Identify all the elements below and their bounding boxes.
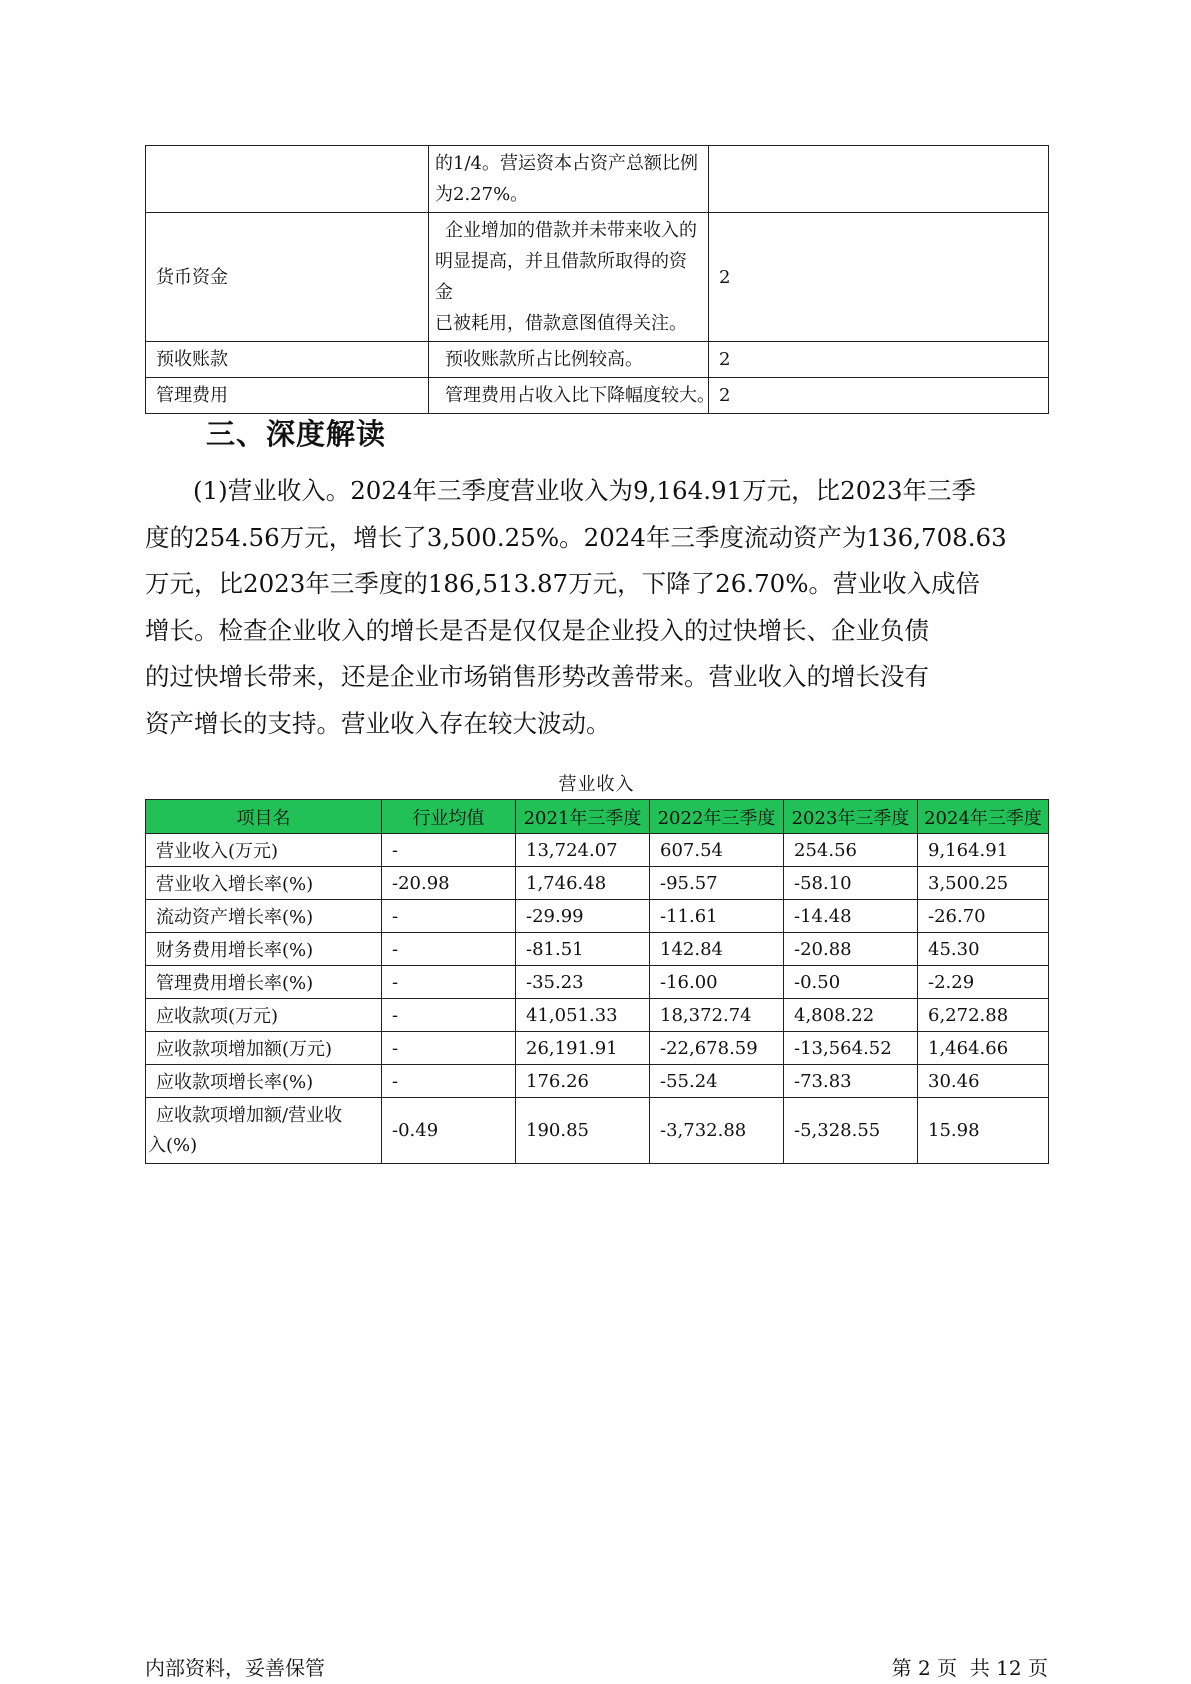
column-header: 2021年三季度 bbox=[516, 800, 650, 834]
table-cell: -0.49 bbox=[382, 1098, 516, 1164]
table-cell: -22,678.59 bbox=[650, 1032, 784, 1065]
table-cell: -16.00 bbox=[650, 966, 784, 999]
table-cell: -58.10 bbox=[784, 867, 918, 900]
table-row bbox=[146, 1032, 1049, 1065]
item-cell: 管理费用 bbox=[146, 378, 429, 414]
table-cell: -13,564.52 bbox=[784, 1032, 918, 1065]
table-cell: 176.26 bbox=[516, 1065, 650, 1098]
desc-line: 企业增加的借款并未带来收入的 bbox=[445, 220, 697, 241]
cell-line: 应收款项增加额/营业收 bbox=[156, 1104, 343, 1126]
risk-summary-table bbox=[145, 145, 1049, 414]
column-header: 2023年三季度 bbox=[784, 800, 918, 834]
desc-line: 预收账款所占比例较高。 bbox=[445, 349, 643, 370]
desc-line: 管理费用占收入比下降幅度较大。 bbox=[445, 385, 715, 406]
cell-line: 入(%) bbox=[148, 1134, 198, 1156]
table-cell: 6,272.88 bbox=[918, 999, 1049, 1032]
table-cell bbox=[146, 1098, 382, 1164]
table-row bbox=[146, 1065, 1049, 1098]
table-cell: -73.83 bbox=[784, 1065, 918, 1098]
table-cell: -0.50 bbox=[784, 966, 918, 999]
table-cell: 流动资产增长率(%) bbox=[146, 900, 382, 933]
table-cell: 财务费用增长率(%) bbox=[146, 933, 382, 966]
table-row bbox=[146, 213, 1049, 342]
page-number: 第 2 页 共 12 页 bbox=[891, 1656, 1048, 1680]
table-row bbox=[146, 966, 1049, 999]
table-cell: -2.29 bbox=[918, 966, 1049, 999]
table-row bbox=[146, 867, 1049, 900]
table-cell: 营业收入(万元) bbox=[146, 834, 382, 867]
table-cell: - bbox=[382, 1065, 516, 1098]
table-cell: 管理费用增长率(%) bbox=[146, 966, 382, 999]
table-cell: 15.98 bbox=[918, 1098, 1049, 1164]
income-table bbox=[145, 799, 1049, 1164]
table-cell: -55.24 bbox=[650, 1065, 784, 1098]
item-cell bbox=[146, 146, 429, 213]
desc-line: 的1/4。营运资本占资产总额比例 bbox=[435, 153, 698, 174]
desc-cell bbox=[429, 378, 715, 414]
table-cell: -3,732.88 bbox=[650, 1098, 784, 1164]
footer-notice: 内部资料，妥善保管 bbox=[145, 1656, 325, 1680]
score-cell bbox=[709, 146, 1049, 213]
table-cell: -20.98 bbox=[382, 867, 516, 900]
table-cell: -11.61 bbox=[650, 900, 784, 933]
section-heading: 三、深度解读 bbox=[206, 417, 387, 451]
table-cell: 13,724.07 bbox=[516, 834, 650, 867]
paragraph-line: 增长。检查企业收入的增长是否是仅仅是企业投入的过快增长、企业负债 bbox=[145, 615, 929, 645]
column-header: 2024年三季度 bbox=[918, 800, 1049, 834]
table-header-row bbox=[146, 800, 1049, 834]
table-cell: 应收款项增长率(%) bbox=[146, 1065, 382, 1098]
paragraph-line: 的过快增长带来，还是企业市场销售形势改善带来。营业收入的增长没有 bbox=[145, 662, 929, 691]
table-cell: -95.57 bbox=[650, 867, 784, 900]
score-cell: 2 bbox=[709, 213, 1049, 342]
column-header: 行业均值 bbox=[382, 800, 516, 834]
table-cell: -26.70 bbox=[918, 900, 1049, 933]
table-cell: 142.84 bbox=[650, 933, 784, 966]
table-cell: - bbox=[382, 999, 516, 1032]
table-row bbox=[146, 999, 1049, 1032]
table-cell: 营业收入增长率(%) bbox=[146, 867, 382, 900]
column-header: 项目名 bbox=[146, 800, 382, 834]
table-cell: 190.85 bbox=[516, 1098, 650, 1164]
table-cell: 3,500.25 bbox=[918, 867, 1049, 900]
table-cell: - bbox=[382, 900, 516, 933]
desc-cell bbox=[429, 146, 709, 213]
table-cell: 应收款项增加额(万元) bbox=[146, 1032, 382, 1065]
desc-line: 明显提高，并且借款所取得的资金 bbox=[435, 251, 687, 303]
paragraph-line: 资产增长的支持。营业收入存在较大波动。 bbox=[145, 708, 611, 738]
table-cell: 1,746.48 bbox=[516, 867, 650, 900]
table-cell: 45.30 bbox=[918, 933, 1049, 966]
paragraph-line: (1)营业收入。2024年三季度营业收入为9,164.91万元，比2023年三季 bbox=[193, 476, 977, 505]
desc-line: 已被耗用，借款意图值得关注。 bbox=[435, 313, 687, 334]
table-row bbox=[146, 146, 1049, 213]
table-cell: -29.99 bbox=[516, 900, 650, 933]
table-cell: 607.54 bbox=[650, 834, 784, 867]
table-cell: 26,191.91 bbox=[516, 1032, 650, 1065]
table-row bbox=[146, 933, 1049, 966]
table-cell: 1,464.66 bbox=[918, 1032, 1049, 1065]
table-row bbox=[146, 900, 1049, 933]
table-cell: 应收款项(万元) bbox=[146, 999, 382, 1032]
table-cell: 18,372.74 bbox=[650, 999, 784, 1032]
table-row bbox=[146, 378, 1049, 414]
table-cell: 254.56 bbox=[784, 834, 918, 867]
score-cell: 2 bbox=[709, 378, 1049, 414]
analysis-paragraph bbox=[145, 468, 1055, 747]
table-cell: 9,164.91 bbox=[918, 834, 1049, 867]
item-cell: 预收账款 bbox=[146, 342, 429, 378]
table-cell: -20.88 bbox=[784, 933, 918, 966]
desc-cell bbox=[429, 342, 709, 378]
table-caption: 营业收入 bbox=[558, 774, 635, 795]
paragraph-line: 度的254.56万元，增长了3,500.25%。2024年三季度流动资产为136,708.63 bbox=[145, 522, 1007, 552]
table-cell: - bbox=[382, 834, 516, 867]
table-row bbox=[146, 834, 1049, 867]
table-cell: -81.51 bbox=[516, 933, 650, 966]
table-cell: -35.23 bbox=[516, 966, 650, 999]
table-cell: - bbox=[382, 966, 516, 999]
table-cell: - bbox=[382, 933, 516, 966]
score-cell: 2 bbox=[709, 342, 1049, 378]
table-cell: 4,808.22 bbox=[784, 999, 918, 1032]
table-cell: -14.48 bbox=[784, 900, 918, 933]
table-cell: -5,328.55 bbox=[784, 1098, 918, 1164]
table-row bbox=[146, 1098, 1049, 1164]
desc-line: 为2.27%。 bbox=[435, 184, 529, 205]
table-cell: - bbox=[382, 1032, 516, 1065]
item-cell: 货币资金 bbox=[146, 213, 429, 342]
table-cell: 41,051.33 bbox=[516, 999, 650, 1032]
desc-cell bbox=[429, 213, 709, 342]
table-row bbox=[146, 342, 1049, 378]
table-cell: 30.46 bbox=[918, 1065, 1049, 1098]
paragraph-line: 万元，比2023年三季度的186,513.87万元，下降了26.70%。营业收入成倍 bbox=[145, 569, 981, 598]
column-header: 2022年三季度 bbox=[650, 800, 784, 834]
